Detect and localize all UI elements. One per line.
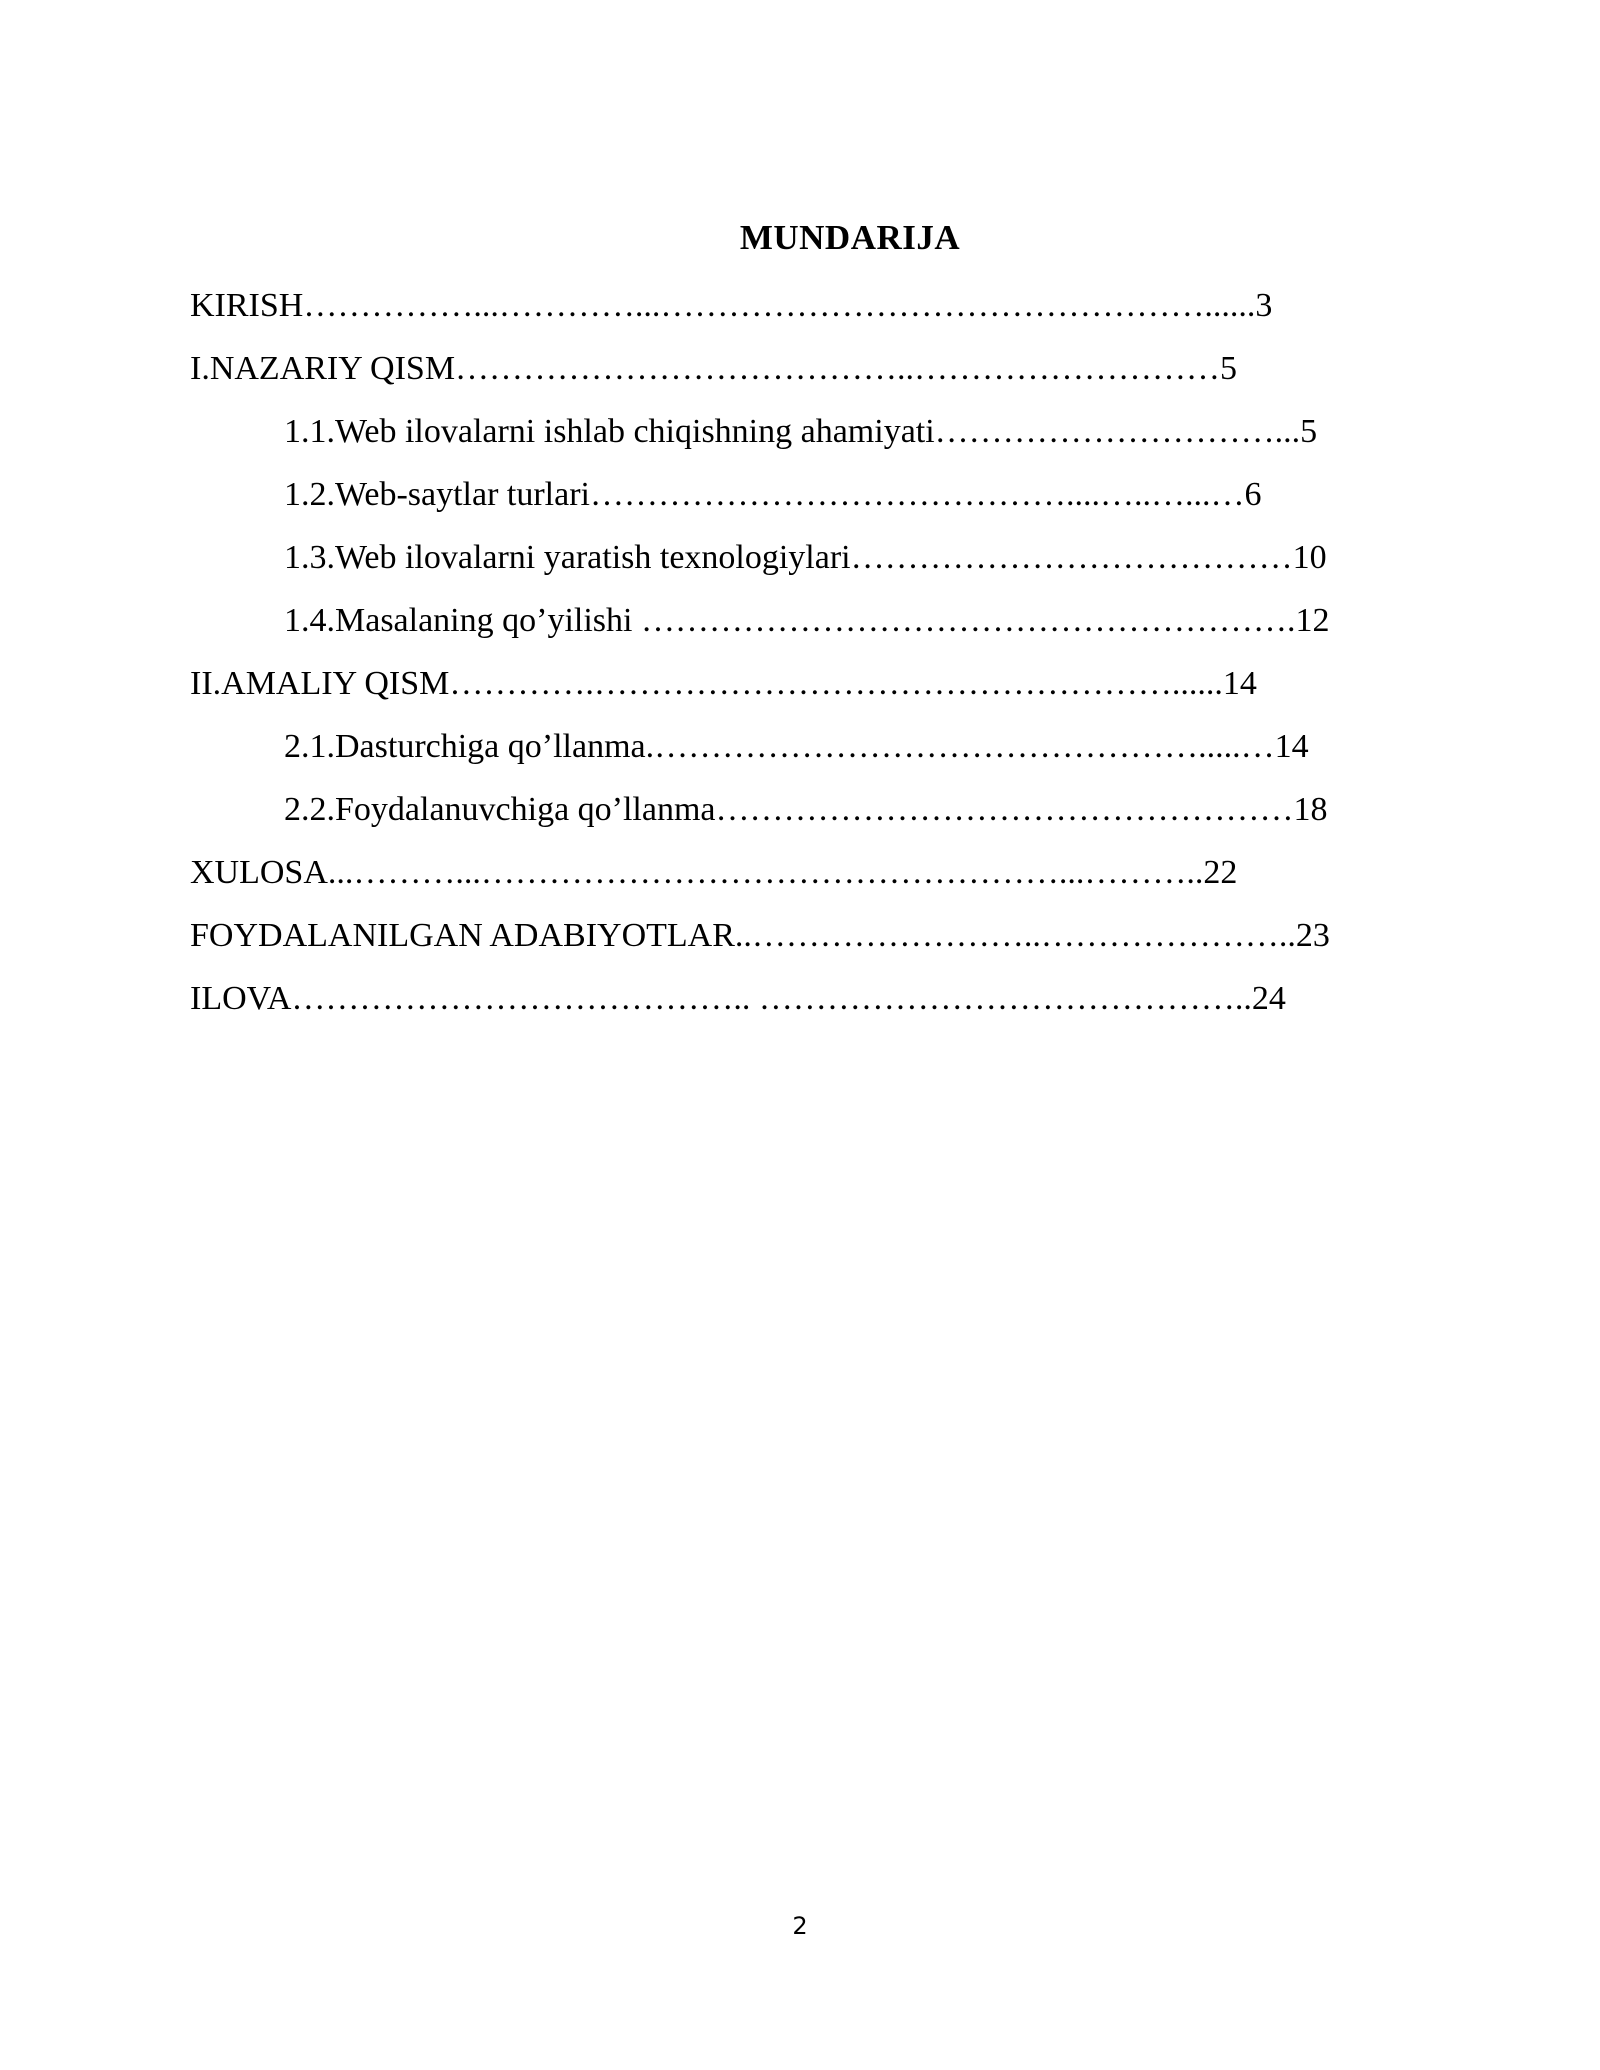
toc-entry-xulosa: XULOSA...………...……………………………………………...………..22	[190, 854, 1238, 891]
toc-entry-1-2: 1.2.Web-saytlar turlari……………………………………....…..…...…6	[284, 476, 1262, 513]
toc-entry-adabiyotlar: FOYDALANILGAN ADABIYOTLAR..……………………..…………………..23	[190, 917, 1330, 954]
toc-entry-2-2: 2.2.Foydalanuvchiga qo’llanma……………………………………………18	[284, 791, 1328, 828]
toc-entry-1-3: 1.3.Web ilovalarni yaratish texnologiylari…………………………………10	[284, 539, 1327, 576]
toc-entry-kirish: KIRISH……………...…………...…………………………………………......3	[190, 287, 1273, 324]
toc-entry-amaliy-qism: II.AMALIY QISM………….……………………………………………......14	[190, 665, 1257, 702]
toc-entry-2-1: 2.1.Dasturchiga qo’llanma.………………………………………….....…14	[284, 728, 1309, 765]
toc-entry-ilova: ILOVA………………………………….. ……………………………………..24	[190, 980, 1286, 1017]
toc-entry-1-1: 1.1.Web ilovalarni ishlab chiqishning ahamiyati…………………………...5	[284, 413, 1318, 450]
toc-entry-nazariy-qism: I.NAZARIY QISM…………………………………..………………………5	[190, 350, 1238, 387]
toc-entry-1-4: 1.4.Masalaning qo’yilishi ………………………………………………….12	[284, 602, 1330, 639]
page-number: 2	[792, 1912, 808, 1940]
page-title: MUNDARIJA	[739, 218, 961, 257]
